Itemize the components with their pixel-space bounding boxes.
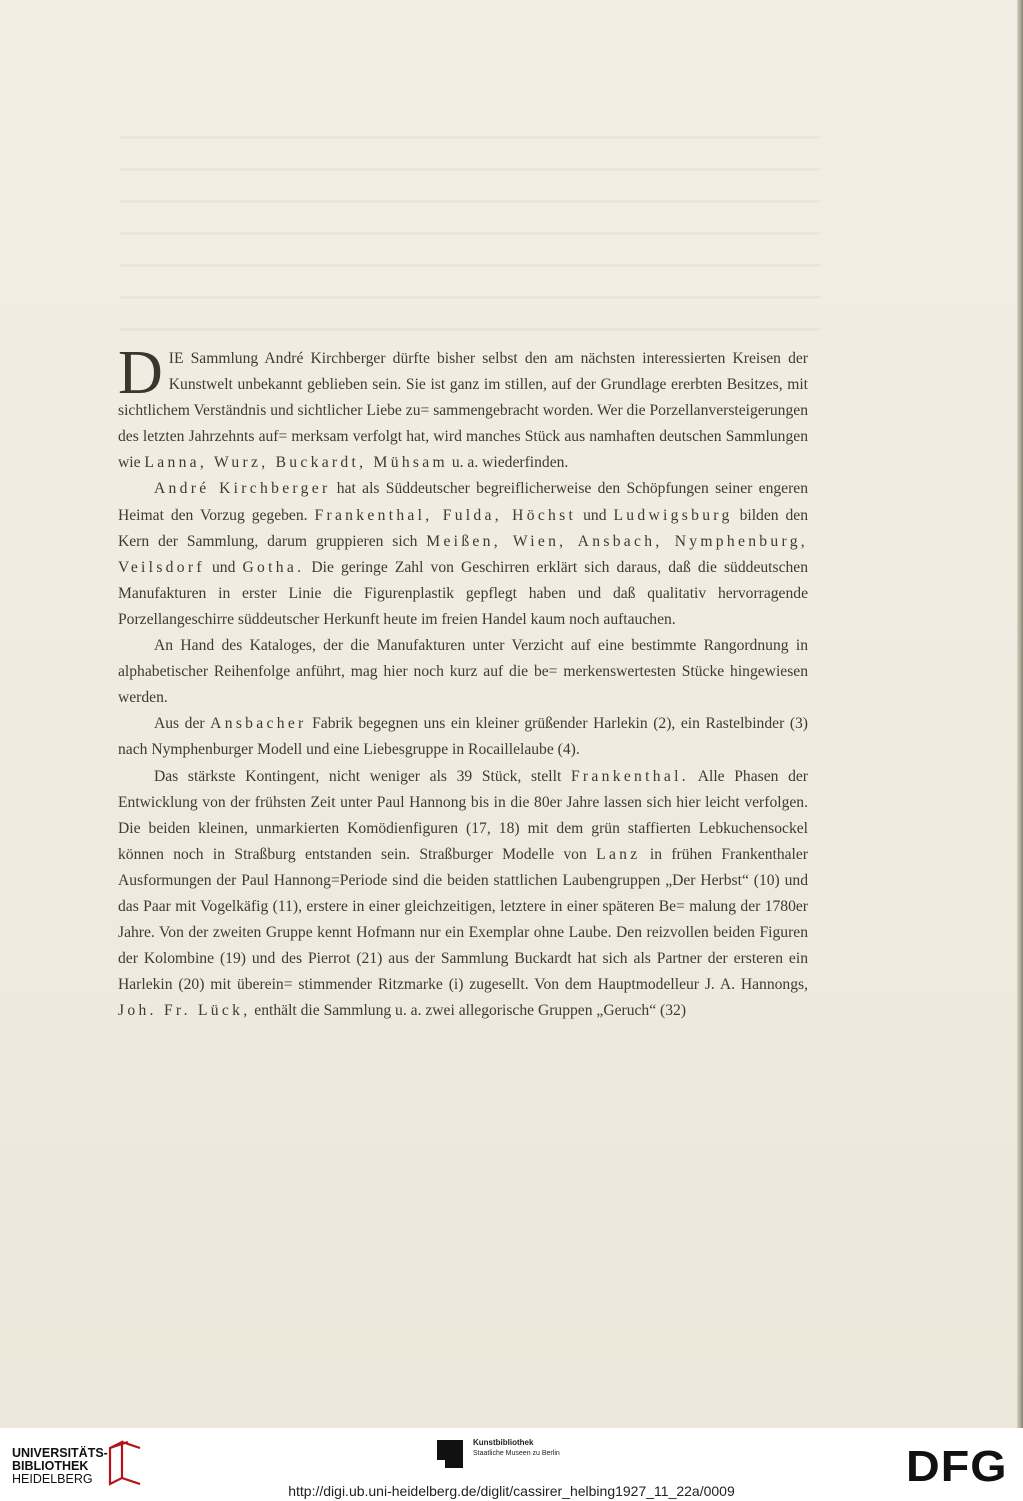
paragraph-2: André Kirchberger hat als Süddeutscher begreiflicherweise den Schöpfungen seiner engeren Heimat den Vorzug gegeben. Frankenthal, Fulda, Höchst und Ludwigsburg bilden den Kern der Sammlung, darum gruppieren sich Meißen, Wien, Ansbach, Nymphenburg, Veilsdorf und Gotha. Die geringe Zahl von Geschirren erklärt sich daraus, daß die süddeutschen Manufakturen in erster Linie die Figurenplastik gepflegt haben und daß qualitativ hervorragende Porzellangeschirre süddeutscher Herkunft heute im freien Handel kaum noch auftauchen. — [118, 480, 809, 628]
body-text — [118, 339, 809, 1024]
show-through-text — [120, 118, 820, 338]
dfg-logo[interactable]: DFG — [906, 1442, 1008, 1491]
paragraph-1: DIE Sammlung André Kirchberger dürfte bisher selbst den am nächsten interessierten Kreisen der Kunstwelt unbekannt geblieben sein. Sie ist ganz im stillen, auf der Grundlage ererbten Besitzes, mit sichtlichem Verständnis und sichtlicher Liebe zu= sammengebracht worden. Wer die Porzellanversteigerungen des letzten Jahrzehnts auf= merksam verfolgt hat, wird manches Stück aus namhaften deutschen Sammlungen wie Lanna, Wurz, Buckardt, Mühsam u. a. wiederfinden. — [118, 339, 808, 472]
page-edge — [1017, 0, 1023, 1428]
spaced-names: Lanna, Wurz, Buckardt, Mühsam — [144, 454, 448, 472]
paragraph-3: An Hand des Kataloges, der die Manufakturen unter Verzicht auf eine bestimmte Rangordnung in alphabetischer Reihenfolge anführt, mag hier noch kurz auf die be= merkenswertesten Stücke hingewiesen werden. — [118, 637, 808, 707]
paragraph-5: Das stärkste Kontingent, nicht weniger als 39 Stück, stellt Frankenthal. Alle Phasen der Entwicklung von der frühsten Zeit unter Paul Hannong bis in die 80er Jahre lassen sich hier leicht verfolgen. Die beiden kleinen, unmarkierten Komödienfiguren (17, 18) mit dem grün staffierten Lebkuchensockel können noch in Straßburg entstanden sein. Straßburger Modelle von Lanz in frühen Frankenthaler Ausformungen der Paul Hannong=Periode sind die beiden stattlichen Laubengruppen „Der Herbst“ (10) und das Paar mit Vogelkäfig (11), erstere in einer gleichzeitigen, letztere in einer späteren Be= malung der 1780er Jahre. Von der zweiten Gruppe kennt Hofmann nur ein Exemplar ohne Laube. Den reizvollen beiden Figuren der Kolombine (19) und des Pierrot (21) aus der Sammlung Buckardt hat sich als Partner der ersteren ein Harlekin (20) mit überein= stimmender Ritzmarke (i) zugesellt. Von dem Hauptmodelleur J. A. Hannongs, Joh. Fr. Lück, enthält die Sammlung u. a. zwei allegorische Gruppen „Geruch“ (32) — [118, 767, 808, 1020]
kunstbibliothek-logo[interactable]: Kunstbibliothek Staatliche Museen zu Berlin — [437, 1438, 587, 1474]
paragraph-4: Aus der Ansbacher Fabrik begegnen uns ein kleiner grüßender Harlekin (2), ein Rastelbinder (3) nach Nymphenburger Modell und eine Liebesgruppe in Rocaillelaube (4). — [118, 715, 808, 759]
ub-heidelberg-logo-icon — [106, 1438, 146, 1488]
permalink-url[interactable]: http://digi.ub.uni-heidelberg.de/diglit/cassirer_helbing1927_11_22a/0009 — [288, 1483, 735, 1499]
drop-cap: D — [118, 339, 163, 407]
ub-heidelberg-logo-text[interactable]: UNIVERSITÄTS- BIBLIOTHEK HEIDELBERG — [12, 1446, 108, 1486]
kunstbibliothek-icon — [437, 1440, 463, 1468]
